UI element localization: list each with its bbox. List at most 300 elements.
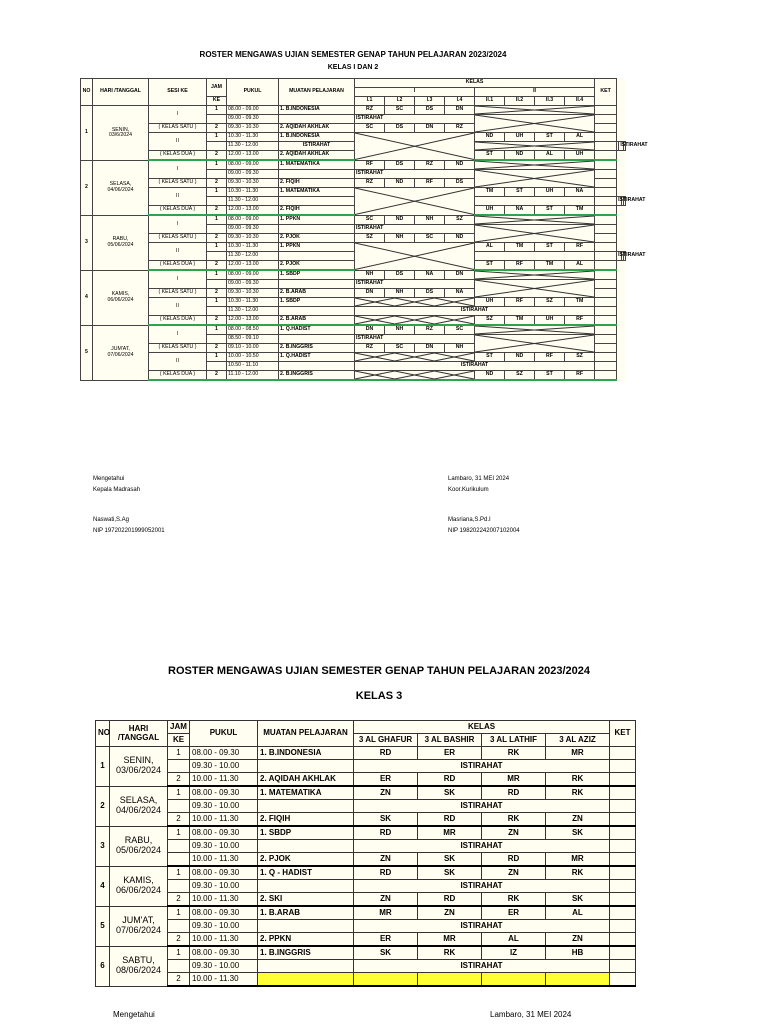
- supervisor-code: ND: [385, 179, 415, 188]
- muatan-cell: 2. B.INGGRIS: [279, 371, 355, 381]
- istirahat-label: ISTIRAHAT: [355, 225, 475, 234]
- supervisor-code: NH: [355, 270, 385, 280]
- muatan-cell: 1. B.INDONESIA: [279, 133, 355, 142]
- supervisor-code: MR: [546, 853, 610, 867]
- session-note: ( KELAS SATU ): [149, 344, 207, 353]
- day-date: 08/06/2024: [115, 965, 162, 975]
- session-label: II: [149, 353, 207, 371]
- header-class: II.2: [505, 97, 535, 106]
- header-class: I.3: [415, 97, 445, 106]
- session-label: I: [149, 215, 207, 234]
- day-date: 04/06/2024: [115, 805, 162, 815]
- day-number: 3: [96, 826, 110, 866]
- day-cell: [93, 270, 149, 325]
- supervisor-code: SZ: [355, 234, 385, 243]
- day-name: RABU,: [124, 835, 153, 846]
- supervisor-code: DN: [445, 106, 475, 115]
- supervisor-code: SK: [354, 813, 418, 827]
- muatan-cell: 1. SBDP: [279, 298, 355, 307]
- session-note: ( KELAS DUA ): [149, 151, 207, 161]
- muatan-cell: 2. PJOK: [279, 261, 355, 271]
- day-date: 07/06/2024: [115, 925, 162, 935]
- supervisor-code: NA: [445, 289, 475, 298]
- supervisor-code: DS: [415, 289, 445, 298]
- pukul-cell: 08.00 - 09.30: [190, 866, 258, 880]
- supervisor-code: RK: [482, 893, 546, 907]
- ket-cell: [610, 773, 636, 787]
- jam-ke: 2: [168, 773, 190, 787]
- jam-ke: 1: [207, 215, 227, 225]
- jam-ke: [207, 307, 227, 316]
- muatan-cell: [258, 880, 354, 893]
- istirahat-label: ISTIRAHAT: [617, 252, 621, 261]
- jam-ke: 1: [207, 353, 227, 362]
- muatan-cell: 1. B.INDONESIA: [258, 747, 354, 760]
- pukul-cell: 09.00 - 09.30: [227, 280, 279, 289]
- day-number: 2: [96, 786, 110, 826]
- jam-ke: 2: [207, 151, 227, 161]
- ket-cell: [595, 234, 617, 243]
- ket-cell: [595, 151, 617, 161]
- supervisor-code: ZN: [482, 866, 546, 880]
- sign-right-1: Lambaro, 31 MEI 2024: [448, 476, 510, 482]
- header-muatan: MUATAN PELAJARAN: [279, 79, 355, 106]
- day-date: 06/06/2024: [115, 885, 162, 895]
- cross-out-cell: [475, 335, 595, 353]
- pukul-cell: 12.00 - 13.00: [227, 206, 279, 216]
- sign-left-3: Naswati,S.Ag: [93, 517, 130, 523]
- jam-ke: [207, 362, 227, 371]
- supervisor-code: SK: [546, 893, 610, 907]
- jam-ke: 2: [207, 261, 227, 271]
- muatan-cell: 1. PPKN: [279, 215, 355, 225]
- header-class: 3 AL BASHIR: [418, 734, 482, 747]
- supervisor-code: ER: [482, 906, 546, 920]
- muatan-cell: 1. B.INGGRIS: [258, 946, 354, 960]
- jam-ke: 1: [168, 906, 190, 920]
- muatan-cell: 2. FIQIH: [258, 813, 354, 827]
- pukul-cell: 10.00 - 11.30: [190, 853, 258, 867]
- doc2-title: ROSTER MENGAWAS UJIAN SEMESTER GENAP TAHUN PELAJARAN 2023/2024: [168, 665, 590, 677]
- cross-out-cell: [475, 270, 595, 280]
- session-label: II: [149, 243, 207, 261]
- header-hari: HARI /TANGGAL: [93, 79, 149, 106]
- cross-out-mark: [475, 142, 594, 150]
- header-jam: JAM: [168, 721, 190, 734]
- supervisor-code: MR: [546, 747, 610, 760]
- header-ke: KE: [168, 734, 190, 747]
- supervisor-code: IZ: [482, 946, 546, 960]
- ket-cell: [595, 307, 617, 316]
- supervisor-code: RD: [354, 826, 418, 840]
- pukul-cell: 08.00 - 09.00: [227, 160, 279, 170]
- day-name: RABU,: [112, 236, 129, 243]
- jam-ke: [207, 197, 227, 206]
- session-note: ( KELAS SATU ): [149, 179, 207, 188]
- pukul-cell: 09.00 - 09.30: [227, 225, 279, 234]
- cross-out-cell: [355, 371, 475, 381]
- session-note: ( KELAS DUA ): [149, 316, 207, 326]
- pukul-cell: 10.00 - 11.30: [190, 893, 258, 907]
- istirahat-label: ISTIRAHAT: [354, 960, 610, 973]
- muatan-cell: 1. Q.HADIST: [279, 353, 355, 362]
- jam-ke: 2: [168, 933, 190, 947]
- muatan-cell: [258, 973, 354, 987]
- supervisor-code: ND: [445, 160, 475, 170]
- ket-cell: [595, 225, 617, 234]
- cross-out-mark: [475, 280, 594, 297]
- supervisor-code: ST: [535, 133, 565, 142]
- jam-ke: [207, 252, 227, 261]
- pukul-cell: 08.00 - 09.30: [190, 786, 258, 800]
- supervisor-code: UH: [505, 133, 535, 142]
- supervisor-code: DS: [385, 160, 415, 170]
- istirahat-label: ISTIRAHAT: [619, 142, 623, 151]
- ket-cell: [610, 760, 636, 773]
- supervisor-code: RZ: [355, 106, 385, 115]
- istirahat-label: ISTIRAHAT: [617, 197, 621, 206]
- supervisor-code: SC: [415, 234, 445, 243]
- ket-cell: [595, 362, 617, 371]
- header-ket: KET: [595, 79, 617, 106]
- session-note: ( KELAS DUA ): [149, 371, 207, 381]
- ket-cell: [610, 826, 636, 840]
- istirahat-label: ISTIRAHAT: [354, 800, 610, 813]
- header-class: II.1: [475, 97, 505, 106]
- jam-ke: 1: [168, 747, 190, 760]
- day-name: SENIN,: [111, 126, 130, 133]
- supervisor-code: RD: [482, 786, 546, 800]
- supervisor-code: ND: [385, 215, 415, 225]
- supervisor-code: MR: [482, 773, 546, 787]
- muatan-cell: 1. SBDP: [279, 270, 355, 280]
- header-muatan: MUATAN PELAJARAN: [258, 721, 354, 747]
- cross-out-cell: [355, 316, 475, 326]
- supervisor-code: RD: [354, 866, 418, 880]
- pukul-cell: 10.00 - 11.30: [190, 933, 258, 947]
- jam-ke: [168, 840, 190, 853]
- supervisor-code: SK: [418, 866, 482, 880]
- supervisor-code: RF: [415, 179, 445, 188]
- supervisor-code: MR: [418, 933, 482, 947]
- class-cell: [475, 197, 595, 206]
- pukul-cell: 09.30 - 10.00: [190, 960, 258, 973]
- day-cell: [93, 215, 149, 270]
- ket-cell: [595, 289, 617, 298]
- day-cell: [110, 946, 168, 986]
- supervisor-code: ZN: [482, 826, 546, 840]
- day-date: 06/06/2024: [107, 296, 134, 303]
- supervisor-code: RK: [482, 813, 546, 827]
- header-class: 3 AL LATHIF: [482, 734, 546, 747]
- muatan-cell: 1. B.ARAB: [258, 906, 354, 920]
- supervisor-code: DS: [385, 124, 415, 133]
- supervisor-code: [546, 973, 610, 987]
- supervisor-code: RF: [505, 261, 535, 271]
- ket-cell: [595, 325, 617, 335]
- supervisor-code: RK: [546, 866, 610, 880]
- session-note: ( KELAS DUA ): [149, 261, 207, 271]
- supervisor-code: NH: [385, 289, 415, 298]
- muatan-cell: 2. SKI: [258, 893, 354, 907]
- muatan-cell: 1. Q.HADIST: [279, 325, 355, 335]
- supervisor-code: ST: [535, 371, 565, 381]
- jam-ke: 1: [168, 786, 190, 800]
- day-date: 03/6/2024: [108, 131, 133, 138]
- day-name: SELASA,: [109, 181, 132, 188]
- supervisor-code: ST: [475, 353, 505, 362]
- supervisor-code: ST: [475, 151, 505, 161]
- supervisor-code: RZ: [415, 160, 445, 170]
- supervisor-code: NH: [385, 234, 415, 243]
- ket-cell: [595, 115, 617, 124]
- supervisor-code: ND: [445, 234, 475, 243]
- supervisor-code: SZ: [565, 353, 595, 362]
- pukul-cell: 08.00 - 09.30: [190, 826, 258, 840]
- pukul-cell: 08.00 - 09.00: [227, 270, 279, 280]
- day-date: 05/06/2024: [115, 845, 162, 855]
- supervisor-code: AL: [546, 906, 610, 920]
- session-label: I: [149, 270, 207, 289]
- supervisor-code: ZN: [546, 813, 610, 827]
- istirahat-label: ISTIRAHAT: [354, 920, 610, 933]
- supervisor-code: HB: [546, 946, 610, 960]
- day-name: KAMIS,: [111, 291, 130, 298]
- supervisor-code: ND: [505, 353, 535, 362]
- cross-out-mark: [475, 216, 594, 224]
- supervisor-code: UH: [535, 316, 565, 326]
- supervisor-code: UH: [565, 151, 595, 161]
- muatan-cell: [279, 197, 355, 206]
- header-no: NO: [81, 79, 93, 106]
- cross-out-mark: [475, 170, 594, 187]
- cross-out-mark: [355, 316, 474, 324]
- supervisor-code: RK: [546, 773, 610, 787]
- muatan-cell: 2. AQIDAH AKHLAK: [279, 124, 355, 133]
- ket-cell: [595, 133, 617, 142]
- header-pukul: PUKUL: [227, 79, 279, 106]
- roster-table-3-body: [96, 721, 636, 987]
- supervisor-code: RK: [546, 786, 610, 800]
- day-date: 03/06/2024: [115, 765, 162, 776]
- jam-ke: [207, 170, 227, 179]
- jam-ke: 1: [207, 106, 227, 115]
- pukul-cell: 09.30 - 10.30: [227, 179, 279, 188]
- ket-cell: [595, 106, 617, 115]
- ket-cell: [610, 933, 636, 947]
- jam-ke: 1: [207, 243, 227, 252]
- ket-cell: [610, 866, 636, 880]
- muatan-cell: [258, 760, 354, 773]
- ket-cell: [610, 786, 636, 800]
- muatan-cell: [279, 280, 355, 289]
- cross-out-cell: [475, 280, 595, 298]
- day-name: KAMIS,: [123, 875, 154, 886]
- supervisor-code: SC: [355, 215, 385, 225]
- pukul-cell: 09.30 - 10.00: [190, 840, 258, 853]
- header-hari: HARI /TANGGAL: [110, 721, 168, 747]
- ket-cell: [595, 160, 617, 170]
- supervisor-code: ND: [475, 371, 505, 381]
- supervisor-code: AL: [535, 151, 565, 161]
- day-number: 5: [81, 325, 93, 380]
- supervisor-code: ST: [475, 261, 505, 271]
- supervisor-code: ST: [505, 188, 535, 197]
- supervisor-code: RK: [482, 747, 546, 760]
- ket-cell: [595, 170, 617, 179]
- ket-cell: [610, 960, 636, 973]
- supervisor-code: DN: [355, 289, 385, 298]
- ket-cell: [595, 280, 617, 289]
- jam-ke: 1: [168, 946, 190, 960]
- doc1-title: ROSTER MENGAWAS UJIAN SEMESTER GENAP TAHUN PELAJARAN 2023/2024: [199, 50, 507, 59]
- supervisor-code: MR: [354, 906, 418, 920]
- pukul-cell: 11.10 - 12.00: [227, 371, 279, 381]
- roster-table-kelas-1-2: [80, 78, 648, 381]
- istirahat-label: ISTIRAHAT: [355, 362, 595, 371]
- supervisor-code: TM: [505, 243, 535, 252]
- muatan-cell: 2. B.INGGRIS: [279, 344, 355, 353]
- pukul-cell: 08.00 - 09.30: [190, 946, 258, 960]
- cross-out-cell: [355, 353, 475, 362]
- supervisor-code: SZ: [445, 215, 475, 225]
- supervisor-code: RF: [355, 160, 385, 170]
- day-number: 3: [81, 215, 93, 270]
- pukul-cell: 11.30 - 12.00: [227, 307, 279, 316]
- muatan-cell: [279, 307, 355, 316]
- istirahat-label: ISTIRAHAT: [354, 760, 610, 773]
- day-cell: [93, 106, 149, 161]
- supervisor-code: UH: [475, 298, 505, 307]
- istirahat-label: ISTIRAHAT: [354, 840, 610, 853]
- supervisor-code: MR: [418, 826, 482, 840]
- muatan-cell: 1. SBDP: [258, 826, 354, 840]
- supervisor-code: SZ: [535, 298, 565, 307]
- supervisor-code: ZN: [354, 786, 418, 800]
- cross-out-cell: [475, 142, 595, 151]
- doc2-sign-left: Mengetahui: [113, 1010, 155, 1019]
- supervisor-code: TM: [475, 188, 505, 197]
- day-cell: [110, 906, 168, 946]
- ket-cell: [610, 893, 636, 907]
- istirahat-label: ISTIRAHAT: [355, 307, 595, 316]
- cross-out-cell: [475, 160, 595, 170]
- supervisor-code: ZN: [418, 906, 482, 920]
- pukul-cell: 10.30 - 11.30: [227, 243, 279, 252]
- muatan-cell: 2. PJOK: [279, 234, 355, 243]
- day-name: JUM'AT,: [111, 346, 130, 353]
- istirahat-label: ISTIRAHAT: [355, 335, 475, 344]
- muatan-cell: 1. B.INDONESIA: [279, 106, 355, 115]
- cross-out-mark: [355, 133, 474, 160]
- pukul-cell: 08.00 - 08.50: [227, 325, 279, 335]
- supervisor-code: SK: [418, 853, 482, 867]
- cross-out-cell: [355, 243, 475, 271]
- day-cell: [110, 747, 168, 787]
- class-cell: [595, 142, 617, 151]
- ket-cell: [595, 298, 617, 307]
- pukul-cell: 09.30 - 10.00: [190, 800, 258, 813]
- muatan-cell: 2. FIQIH: [279, 179, 355, 188]
- cross-out-mark: [475, 335, 594, 352]
- sign-left-1: Mengetahui: [93, 476, 125, 482]
- supervisor-code: RD: [354, 747, 418, 760]
- header-ke: KE: [207, 97, 227, 106]
- header-class: I.2: [385, 97, 415, 106]
- muatan-cell: 2. PJOK: [258, 853, 354, 867]
- session-label: II: [149, 133, 207, 151]
- ket-cell: [595, 188, 617, 197]
- pukul-cell: 12.00 - 13.00: [227, 316, 279, 326]
- ket-cell: [595, 206, 617, 216]
- header-class: 3 AL GHAFUR: [354, 734, 418, 747]
- cross-out-mark: [355, 353, 474, 361]
- jam-ke: 2: [207, 206, 227, 216]
- jam-ke: 2: [207, 289, 227, 298]
- cross-out-mark: [475, 225, 594, 242]
- cross-out-mark: [475, 271, 594, 279]
- ket-cell: [595, 335, 617, 344]
- muatan-cell: 2. B.ARAB: [279, 289, 355, 298]
- supervisor-code: RF: [565, 371, 595, 381]
- pukul-cell: 11.30 - 12.00: [227, 197, 279, 206]
- pukul-cell: 12.00 - 13.00: [227, 261, 279, 271]
- supervisor-code: SK: [354, 946, 418, 960]
- muatan-cell: 2. AQIDAH AKHLAK: [258, 773, 354, 787]
- supervisor-code: ZN: [354, 853, 418, 867]
- istirahat-label: ISTIRAHAT: [354, 880, 610, 893]
- day-cell: [93, 325, 149, 380]
- muatan-cell: 2. FIQIH: [279, 206, 355, 216]
- supervisor-code: RF: [565, 316, 595, 326]
- cross-out-cell: [475, 170, 595, 188]
- supervisor-code: NH: [445, 344, 475, 353]
- pukul-cell: 09.30 - 10.30: [227, 124, 279, 133]
- supervisor-code: TM: [535, 261, 565, 271]
- cross-out-mark: [475, 115, 594, 132]
- jam-ke: [168, 960, 190, 973]
- header-class: II.3: [535, 97, 565, 106]
- session-note: ( KELAS SATU ): [149, 234, 207, 243]
- supervisor-code: AL: [475, 243, 505, 252]
- pukul-cell: 10.00 - 11.30: [190, 973, 258, 987]
- istirahat-label: ISTIRAHAT: [279, 142, 355, 151]
- ket-cell: [610, 973, 636, 987]
- ket-cell: [595, 215, 617, 225]
- supervisor-code: NA: [565, 188, 595, 197]
- supervisor-code: SZ: [475, 316, 505, 326]
- pukul-cell: 09.10 - 10.00: [227, 344, 279, 353]
- sign-left-2: Kepala Madrasah: [93, 487, 141, 493]
- supervisor-code: RF: [565, 243, 595, 252]
- cross-out-cell: [475, 225, 595, 243]
- jam-ke: 2: [207, 179, 227, 188]
- supervisor-code: RF: [505, 298, 535, 307]
- supervisor-code: RZ: [415, 325, 445, 335]
- supervisor-code: SK: [546, 826, 610, 840]
- supervisor-code: AL: [482, 933, 546, 947]
- pukul-cell: 10.00 - 11.30: [190, 813, 258, 827]
- header-sesi: SESI KE: [149, 79, 207, 106]
- session-label: I: [149, 160, 207, 179]
- cross-out-mark: [355, 243, 474, 270]
- header-class: I.1: [355, 97, 385, 106]
- ket-cell: [595, 270, 617, 280]
- cross-out-cell: [355, 298, 475, 307]
- pukul-cell: 10.50 - 11.10: [227, 362, 279, 371]
- day-cell: [110, 866, 168, 906]
- session-note: ( KELAS SATU ): [149, 124, 207, 133]
